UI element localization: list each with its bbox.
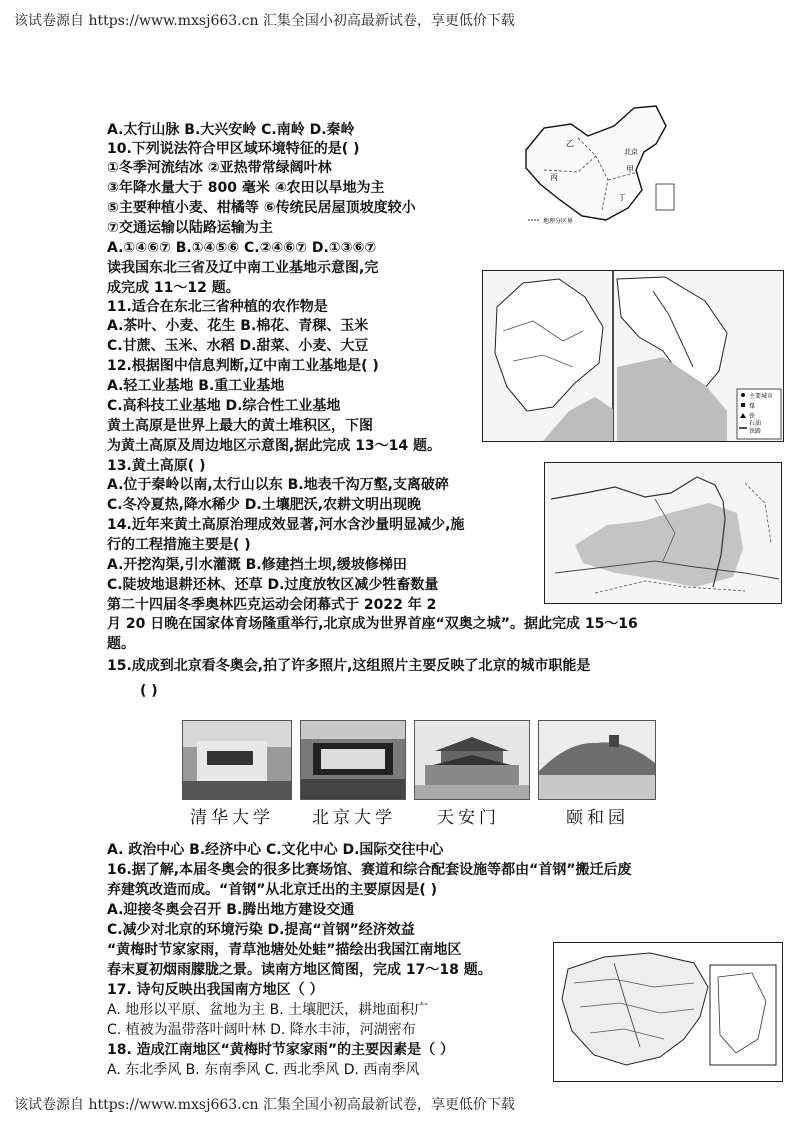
header-source-line: 该试卷源自 https://www.mxsj663.cn 汇集全国小初高最新试卷，享更低价下载 [14, 13, 515, 29]
q10-item-7: ⑦交通运输以陆路运输为主 [107, 220, 273, 236]
q10-stem: 10.下列说法符合甲区域环境特征的是( ) [107, 141, 360, 157]
q11-options-cd: C.甘蔗、玉米、水稻 D.甜菜、小麦、大豆 [107, 338, 369, 354]
map1-label-yi: 乙 [566, 139, 574, 148]
q10-item-5-6: ⑤主要种植小麦、柑橘等 ⑥传统民居屋顶坡度较小 [107, 200, 416, 216]
northeast-industry-map-svg [483, 271, 783, 441]
q11-stem: 11.适合在东北三省种植的农作物是 [107, 299, 328, 315]
q16-options-ab: A.迎接冬奥会召开 B.腾出地方建设交通 [107, 902, 355, 918]
q14-options-cd: C.陡坡地退耕还林、还草 D.过度放牧区减少牲畜数量 [107, 577, 439, 593]
south-china-map [553, 942, 783, 1082]
photo-tsinghua-svg [183, 721, 291, 799]
photo-summer-palace-svg [539, 721, 655, 799]
q10-item-3-4: ③年降水量大于 800 毫米 ④农田以旱地为主 [107, 180, 385, 196]
q14-stem-line2: 行的工程措施主要是( ) [107, 537, 251, 553]
q18-stem: 18. 造成江南地区“黄梅时节家家雨”的主要因素是（ ） [107, 1042, 454, 1058]
northeast-industry-map [482, 270, 784, 442]
q12-stem: 12.根据图中信息判断,辽中南工业基地是( ) [107, 358, 379, 374]
intro-11-12-line2: 成完成 11～12 题。 [107, 280, 240, 296]
map1-legend: 地理分区界 [543, 218, 574, 225]
q14-stem-line1: 14.近年来黄土高原治理成效显著,河水含沙量明显减少,施 [107, 517, 465, 533]
photo-tiananmen [414, 720, 530, 800]
q13-options-ab: A.位于秦岭以南,太行山以东 B.地表千沟万壑,支离破碎 [107, 477, 449, 493]
map2-legend-rail: 铁路 [749, 428, 762, 435]
q11-options-ab: A.茶叶、小麦、花生 B.棉花、青稞、玉米 [107, 318, 369, 334]
map1-label-bing: 丙 [550, 173, 558, 182]
south-china-map-svg [554, 943, 782, 1081]
q16-stem-line2: 弃建筑改造而成。“首钢”从北京迁出的主要原因是( ) [107, 882, 438, 898]
caption-tiananmen: 天安门 [437, 808, 500, 828]
q9-options: A.太行山脉 B.大兴安岭 C.南岭 D.秦岭 [107, 122, 355, 138]
caption-tsinghua: 清华大学 [190, 808, 274, 828]
map2-legend-iron: 铁 [749, 413, 756, 420]
q17-options-cd: C. 植被为温带落叶阔叶林 D. 降水丰沛，河湖密布 [107, 1022, 416, 1038]
photo-tiananmen-svg [415, 721, 529, 799]
china-region-map-svg [516, 98, 676, 228]
caption-peking: 北京大学 [312, 808, 396, 828]
q15-options: A. 政治中心 B.经济中心 C.文化中心 D.国际交往中心 [107, 842, 444, 858]
q15-answer-blank: ( ) [140, 683, 158, 699]
q15-stem: 15.成成到北京看冬奥会,拍了许多照片,这组照片主要反映了北京的城市职能是 [107, 658, 591, 674]
loess-plateau-map [544, 462, 782, 604]
footer-source-line: 该试卷源自 https://www.mxsj663.cn 汇集全国小初高最新试卷，享更低价下载 [14, 1097, 515, 1113]
q12-options-cd: C.高科技工业基地 D.综合性工业基地 [107, 398, 341, 414]
q17-options-ab: A. 地形以平原、盆地为主 B. 土壤肥沃，耕地面积广 [107, 1002, 429, 1018]
china-region-map [516, 98, 676, 228]
photo-peking-svg [301, 721, 405, 799]
q16-stem-line1: 16.据了解,本届冬奥会的很多比赛场馆、赛道和综合配套设施等都由“首钢”搬迁后废 [107, 862, 632, 878]
map2-legend-title: 主要城市 [749, 393, 774, 400]
map1-label-jia: 甲 [626, 165, 634, 174]
q13-options-cd: C.冬冷夏热,降水稀少 D.土壤肥沃,农耕文明出现晚 [107, 497, 422, 513]
intro-13-14-line2: 为黄土高原及周边地区示意图,据此完成 13～14 题。 [107, 438, 442, 454]
photo-summer-palace [538, 720, 656, 800]
q13-stem: 13.黄土高原( ) [107, 458, 206, 474]
map2-legend-coal: 煤 [749, 403, 756, 410]
intro-11-12-line1: 读我国东北三省及辽中南工业基地示意图,完 [107, 260, 379, 276]
caption-summer-palace: 颐和园 [566, 808, 629, 828]
loess-plateau-map-svg [545, 463, 781, 603]
map2-legend-oil: 石油 [749, 420, 762, 427]
q12-options-ab: A.轻工业基地 B.重工业基地 [107, 378, 285, 394]
map1-label-ding: 丁 [618, 193, 626, 202]
photo-tsinghua [182, 720, 292, 800]
q10-item-1-2: ①冬季河流结冰 ②亚热带常绿阔叶林 [107, 160, 332, 176]
intro-17-18-line2: 春末夏初烟雨朦胧之景。读南方地区简图，完成 17～18 题。 [107, 962, 492, 978]
q10-options: A.①④⑥⑦ B.①④⑤⑥ C.②④⑥⑦ D.①③⑥⑦ [107, 240, 377, 256]
intro-17-18-line1: “黄梅时节家家雨，青草池塘处处蛙”描绘出我国江南地区 [107, 942, 462, 958]
q17-stem: 17. 诗句反映出我国南方地区（ ） [107, 982, 324, 998]
q14-options-ab: A.开挖沟渠,引水灌溉 B.修建挡土坝,缓坡修梯田 [107, 557, 407, 573]
intro-15-16-line3: 题。 [107, 636, 135, 652]
intro-13-14-line1: 黄土高原是世界上最大的黄土堆积区，下图 [107, 418, 373, 434]
photo-peking-university [300, 720, 406, 800]
q16-options-cd: C.减少对北京的环境污染 D.提高“首钢”经济效益 [107, 922, 415, 938]
map1-label-beijing: 北京 [624, 148, 638, 156]
intro-15-16-line2: 月 20 日晚在国家体育场隆重举行,北京成为世界首座“双奥之城”。据此完成 15～16 [107, 616, 638, 632]
intro-15-16-line1: 第二十四届冬季奥林匹克运动会闭幕式于 2022 年 2 [107, 597, 437, 613]
q18-options: A. 东北季风 B. 东南季风 C. 西北季风 D. 西南季风 [107, 1062, 420, 1078]
